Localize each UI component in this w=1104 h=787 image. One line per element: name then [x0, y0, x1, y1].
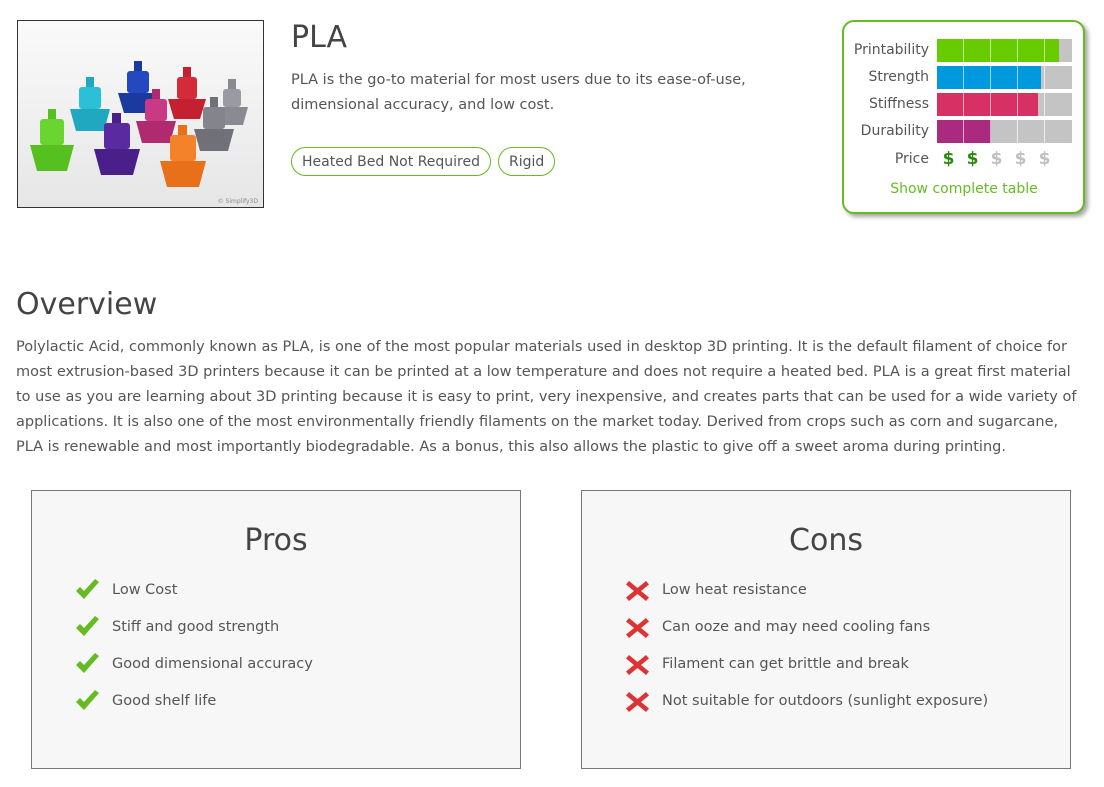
list-item [74, 682, 313, 719]
rating-label: Durability [860, 123, 929, 139]
check-icon [74, 615, 101, 639]
list-item [74, 645, 313, 682]
list-item [74, 571, 313, 608]
con-text: Low heat resistance [662, 581, 807, 598]
pro-text: Good shelf life [112, 692, 217, 709]
dollar-icon: $ [1038, 149, 1051, 169]
check-icon [74, 578, 101, 602]
cons-heading: Cons [789, 523, 863, 558]
price-dollars [941, 148, 1052, 171]
material-tags [291, 147, 555, 176]
pro-text: Good dimensional accuracy [112, 655, 313, 672]
con-text: Filament can get brittle and break [662, 655, 909, 672]
dollar-icon: $ [1014, 149, 1027, 169]
pros-heading: Pros [244, 523, 308, 558]
dollar-icon: $ [942, 149, 955, 169]
dollar-icon: $ [990, 149, 1003, 169]
rating-fill-printability [937, 39, 1059, 62]
rating-label: Stiffness [869, 96, 929, 112]
dollar-icon: $ [966, 149, 979, 169]
x-icon [624, 615, 651, 639]
show-complete-table-link[interactable]: Show complete table [890, 181, 1038, 197]
rating-row-strength [844, 66, 1084, 89]
ratings-card [842, 20, 1085, 214]
rating-row-stiffness [844, 93, 1084, 116]
material-description: PLA is the go-to material for most users due to its ease-of-use, dimensional accuracy, and low cost. [291, 72, 746, 113]
list-item [624, 608, 988, 645]
list-item [74, 608, 313, 645]
rating-label: Strength [868, 69, 929, 85]
rating-row-durability [844, 120, 1084, 143]
pros-box [31, 490, 521, 769]
overview-heading: Overview [16, 287, 158, 322]
image-watermark: © Simplify3D [217, 198, 258, 205]
rating-fill-stiffness [937, 93, 1038, 116]
x-icon [624, 578, 651, 602]
x-icon [624, 689, 651, 713]
material-title: PLA [291, 20, 348, 55]
cons-box [581, 490, 1071, 769]
con-text: Not suitable for outdoors (sunlight exposure) [662, 692, 989, 709]
list-item [624, 682, 988, 719]
pro-text: Stiff and good strength [112, 618, 280, 635]
con-text: Can ooze and may need cooling fans [662, 618, 931, 635]
check-icon [74, 652, 101, 676]
tag-rigid[interactable]: Rigid [498, 147, 555, 176]
list-item [624, 571, 988, 608]
rating-track [937, 120, 1072, 143]
rating-fill-durability [937, 120, 991, 143]
price-row [844, 148, 1084, 171]
check-icon [74, 689, 101, 713]
material-photo [17, 20, 264, 208]
pros-list [74, 571, 313, 719]
rating-track [937, 93, 1072, 116]
overview-text: Polylactic Acid, commonly known as PLA, is one of the most popular materials used in desktop 3D printing. It is the default filament of choice for most extrusion-based 3D printers because it can be printed at a low temperature and does not require a heated bed. PLA is a great first material to use as you are learning about 3D printing because it is easy to print, very inexpensive, and creates parts that can be used for a wide variety of applications. It is also one of the most environmentally friendly filaments on the market today. Derived from crops such as corn and sugarcane, PLA is renewable and most importantly biodegradable. As a bonus, this also allows the plastic to give off a sweet aroma during printing. [16, 339, 1077, 455]
rating-fill-strength [937, 66, 1041, 89]
cons-list [624, 571, 988, 719]
boats-image [18, 21, 263, 207]
x-icon [624, 652, 651, 676]
rating-row-printability [844, 39, 1084, 62]
list-item [624, 645, 988, 682]
pro-text: Low Cost [112, 581, 178, 598]
rating-track [937, 39, 1072, 62]
rating-track [937, 66, 1072, 89]
rating-label: Printability [853, 42, 929, 58]
tag-heated-bed[interactable]: Heated Bed Not Required [291, 147, 491, 176]
price-label: Price [894, 151, 929, 167]
